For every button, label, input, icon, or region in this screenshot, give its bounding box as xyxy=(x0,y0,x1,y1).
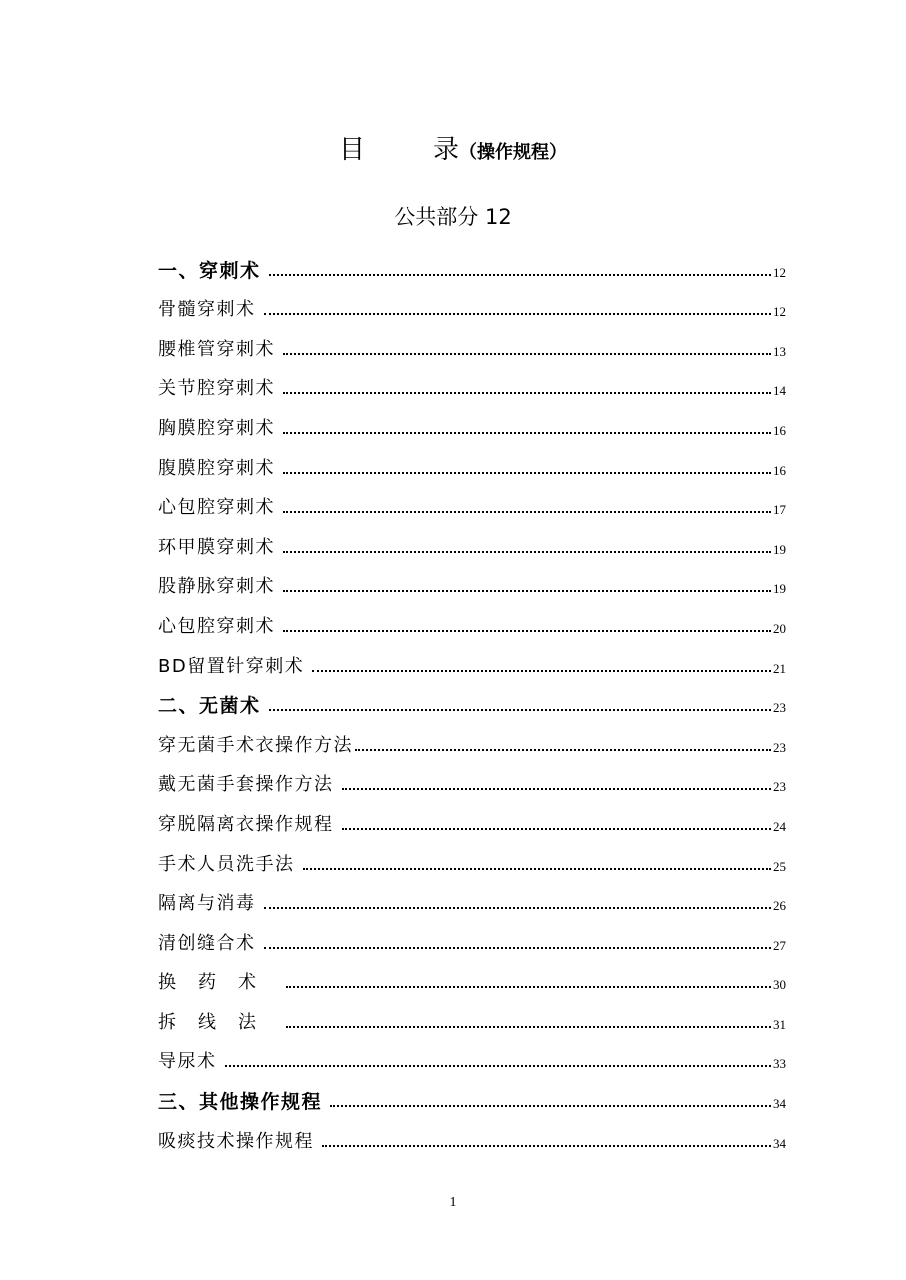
toc-entry-label: 穿无菌手术衣操作方法 xyxy=(158,734,353,756)
dot-leader xyxy=(283,630,771,632)
dot-leader xyxy=(269,274,771,276)
toc-entry-page: 19 xyxy=(773,541,786,557)
toc-entry-label: 心包腔穿刺术 xyxy=(158,615,275,637)
toc-entry[interactable] xyxy=(158,362,786,402)
toc-entry-label: 手术人员洗手法 xyxy=(158,853,295,875)
toc-entry-page: 17 xyxy=(773,502,786,518)
toc-entry-page: 23 xyxy=(773,779,786,795)
toc-section-entry[interactable] xyxy=(158,1074,786,1114)
toc-entry-page: 19 xyxy=(773,581,786,597)
dot-leader xyxy=(264,313,772,315)
dot-leader xyxy=(303,868,772,870)
toc-entry-label: 关节腔穿刺术 xyxy=(158,378,275,400)
toc-entry-label: 腰椎管穿刺术 xyxy=(158,338,275,360)
toc-entry[interactable] xyxy=(158,599,786,639)
toc-entry[interactable] xyxy=(158,283,786,323)
toc-entry-page: 23 xyxy=(773,700,786,716)
table-of-contents xyxy=(158,243,786,1154)
toc-entry-label: 三、其他操作规程 xyxy=(158,1091,323,1114)
toc-entry[interactable] xyxy=(158,322,786,362)
toc-entry-label: 腹膜腔穿刺术 xyxy=(158,457,275,479)
dot-leader xyxy=(322,1145,771,1147)
toc-entry-page: 14 xyxy=(773,383,786,399)
toc-entry[interactable] xyxy=(158,639,786,679)
toc-entry[interactable] xyxy=(158,1035,786,1075)
toc-entry-page: 30 xyxy=(773,977,786,993)
toc-entry-page: 27 xyxy=(773,937,786,953)
page-number: 1 xyxy=(449,1195,457,1210)
document-title xyxy=(0,134,906,169)
toc-entry[interactable] xyxy=(158,520,786,560)
toc-entry-label: 戴无菌手套操作方法 xyxy=(158,774,334,796)
title-char-mu: 目 xyxy=(338,135,365,165)
toc-entry[interactable] xyxy=(158,718,786,758)
dot-leader xyxy=(264,947,772,949)
toc-entry-page: 20 xyxy=(773,620,786,636)
dot-leader xyxy=(283,551,771,553)
toc-entry-label: 导尿术 xyxy=(158,1051,217,1073)
toc-entry-page: 16 xyxy=(773,462,786,478)
toc-entry-page: 34 xyxy=(773,1096,786,1112)
dot-leader xyxy=(286,986,771,988)
toc-section-entry[interactable] xyxy=(158,679,786,719)
toc-entry-page: 31 xyxy=(773,1016,786,1032)
dot-leader xyxy=(283,392,771,394)
toc-entry-page: 12 xyxy=(773,264,786,280)
toc-entry-label: 骨髓穿刺术 xyxy=(158,299,256,321)
toc-entry[interactable] xyxy=(158,1114,786,1154)
toc-entry[interactable] xyxy=(158,441,786,481)
dot-leader xyxy=(342,788,772,790)
toc-entry-label: 拆线法 xyxy=(158,1011,278,1033)
dot-leader xyxy=(355,749,771,751)
dot-leader xyxy=(283,432,771,434)
title-char-lu: 录 xyxy=(433,135,460,165)
toc-entry-label: 换药术 xyxy=(158,972,278,994)
toc-entry[interactable] xyxy=(158,837,786,877)
toc-entry-label: 环甲膜穿刺术 xyxy=(158,536,275,558)
dot-leader xyxy=(330,1105,771,1107)
toc-entry-page: 16 xyxy=(773,422,786,438)
dot-leader xyxy=(269,709,771,711)
toc-entry-label: 心包腔穿刺术 xyxy=(158,497,275,519)
toc-entry[interactable] xyxy=(158,956,786,996)
title-subtitle: （操作规程） xyxy=(459,142,568,163)
dot-leader xyxy=(312,670,771,672)
section-heading: 公共部分 12 xyxy=(394,205,512,229)
toc-entry[interactable] xyxy=(158,481,786,521)
toc-entry-label: 隔离与消毒 xyxy=(158,893,256,915)
toc-entry-page: 33 xyxy=(773,1056,786,1072)
toc-entry-label: BD留置针穿刺术 xyxy=(158,655,305,677)
toc-entry-page: 25 xyxy=(773,858,786,874)
dot-leader xyxy=(225,1065,772,1067)
toc-entry-page: 21 xyxy=(773,660,786,676)
toc-entry[interactable] xyxy=(158,797,786,837)
toc-entry-page: 12 xyxy=(773,304,786,320)
dot-leader xyxy=(286,1026,771,1028)
toc-entry-label: 一、穿刺术 xyxy=(158,259,261,282)
toc-entry[interactable] xyxy=(158,560,786,600)
toc-entry-page: 26 xyxy=(773,898,786,914)
toc-entry[interactable] xyxy=(158,995,786,1035)
toc-entry-label: 二、无菌术 xyxy=(158,695,261,718)
toc-entry-page: 24 xyxy=(773,818,786,834)
toc-section-entry[interactable] xyxy=(158,243,786,283)
dot-leader xyxy=(283,472,771,474)
dot-leader xyxy=(283,353,771,355)
toc-entry-label: 股静脉穿刺术 xyxy=(158,576,275,598)
toc-entry-page: 34 xyxy=(773,1135,786,1151)
toc-entry[interactable] xyxy=(158,401,786,441)
toc-entry[interactable] xyxy=(158,916,786,956)
toc-entry-label: 穿脱隔离衣操作规程 xyxy=(158,813,334,835)
toc-entry-label: 胸膜腔穿刺术 xyxy=(158,417,275,439)
dot-leader xyxy=(342,828,772,830)
toc-entry-page: 13 xyxy=(773,343,786,359)
toc-entry-page: 23 xyxy=(773,739,786,755)
dot-leader xyxy=(283,511,771,513)
toc-entry[interactable] xyxy=(158,877,786,917)
toc-entry-label: 吸痰技术操作规程 xyxy=(158,1130,314,1152)
toc-entry-label: 清创缝合术 xyxy=(158,932,256,954)
toc-entry[interactable] xyxy=(158,758,786,798)
dot-leader xyxy=(264,907,772,909)
dot-leader xyxy=(283,590,771,592)
